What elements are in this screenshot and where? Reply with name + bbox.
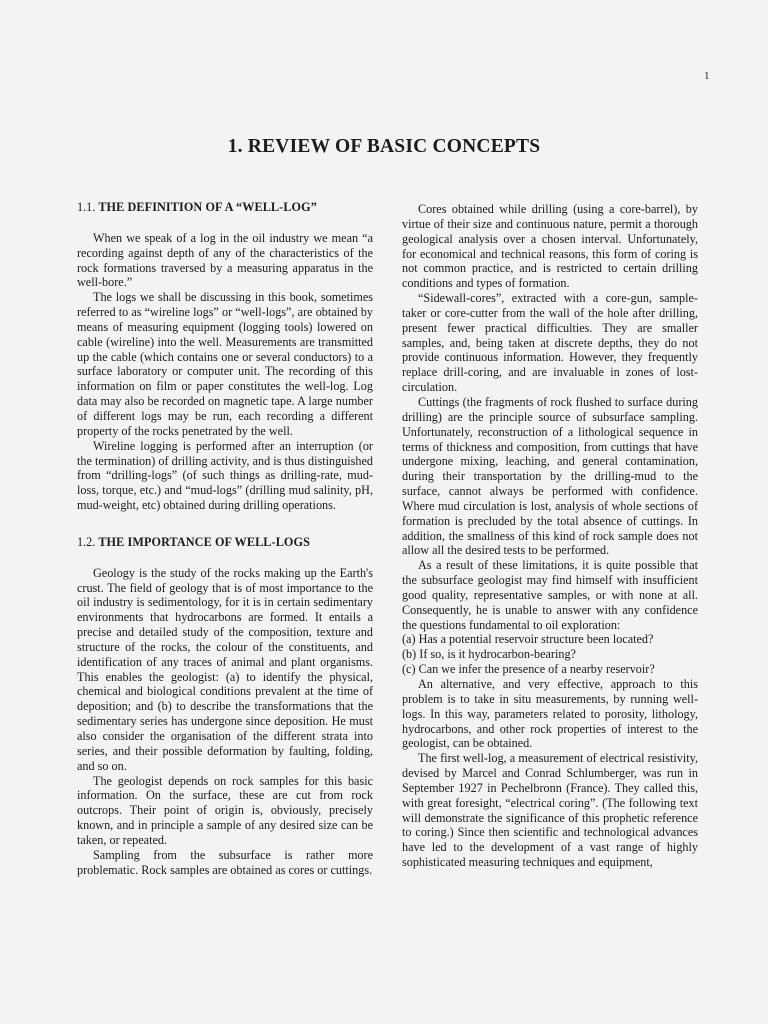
paragraph: The first well-log, a measurement of electrical resistivity, devised by Marcel and Conrad Schlumberger, was run in September 1927 in Pechelbronn (France). They called this, with great foresight, “electrical coring”. (The following text will demonstrate the significance of this prophetic reference to coring.) Since then scientific and technological advances have led to the development of a vast range of highly sophisticated measuring techniques and equipment, — [402, 751, 698, 870]
paragraph: Wireline logging is performed after an interruption (or the termination) of drilling activity, and is thus distinguished from “drilling-logs” (of such things as drilling-rate, mud-loss, torque, etc.) and “mud-logs” (drilling mud salinity, pH, mud-weight, etc) obtained during drilling operations. — [77, 438, 373, 513]
section-number: 1.2. — [77, 534, 96, 549]
section-number: 1.1. — [77, 200, 96, 214]
paragraph: Sampling from the subsurface is rather more problematic. Rock samples are obtained as cores or cuttings. — [77, 847, 373, 877]
paragraph: As a result of these limitations, it is quite possible that the subsurface geologist may find himself with insufficient good quality, representative samples, or with none at all. Consequently, he is unable to answer with any confidence the questions fundamental to oil exploration: — [402, 558, 698, 632]
paragraph: The geologist depends on rock samples for this basic information. On the surface, these are cut from rock outcrops. Their point of origin is, obviously, precisely known, and in principle a sample of any desired size can be taken, or repeated. — [77, 773, 373, 847]
page-number: 1 — [704, 70, 710, 82]
paragraph: An alternative, and very effective, approach to this problem is to take in situ measurements, by running well-logs. In this way, parameters related to porosity, lithology, hydrocarbons, and other rock properties of interest to the geologist, can be obtained. — [402, 677, 698, 751]
section-heading-importance — [77, 535, 373, 550]
paragraph: Geology is the study of the rocks making up the Earth's crust. The field of geology that is of most importance to the oil industry is sedimentology, for it is in certain sedimentary environments that hydrocarbons are formed. It entails a precise and detailed study of the composition, texture and structure of the rocks, the colour of the constituents, and identification of any traces of animal and plant organisms. This enables the geologist: (a) to identify the physical, chemical and biological conditions prevalent at the time of deposition; and (b) to describe the transformations that the sedimentary series has undergone since deposition. He must also consider the organisation of the different strata into series, and their possible deformation by faulting, folding, and so on. — [77, 565, 373, 773]
right-column — [402, 202, 698, 870]
question-item: (b) If so, is it hydrocarbon-bearing? — [402, 647, 576, 662]
paragraph: The logs we shall be discussing in this book, sometimes referred to as “wireline logs” or “well-logs”, are obtained by means of measuring equipment (logging tools) lowered on cable (wireline) into the well. Measurements are transmitted up the cable (which contains one or several conductors) to a surface laboratory or computer unit. The recording of this information on film or paper constitutes the well-log. Log data may also be recorded on magnetic tape. A large number of different logs may be run, each recording a different property of the rocks penetrated by the well. — [77, 290, 373, 438]
section-heading-definition — [77, 200, 373, 215]
paragraph: “Sidewall-cores”, extracted with a core-gun, sample-taker or core-cutter from the wall of the hole after drilling, present fewer practical difficulties. They are smaller samples, and, being taken at discrete depths, they do not provide continuous information. However, they frequently replace drill-coring, and are invaluable in zones of lost-circulation. — [402, 291, 698, 395]
section-title: THE DEFINITION OF A “WELL-LOG” — [98, 200, 317, 214]
question-item: (c) Can we infer the presence of a nearby reservoir? — [402, 662, 655, 677]
paragraph: Cores obtained while drilling (using a core-barrel), by virtue of their size and continuous nature, permit a thorough geological analysis over a chosen interval. Unfortunately, for economical and technical reasons, this form of coring is not common practice, and is restricted to certain drilling conditions and types of formation. — [402, 202, 698, 291]
paragraph: Cuttings (the fragments of rock flushed to surface during drilling) are the principle source of subsurface sampling. Unfortunately, reconstruction of a lithological sequence in terms of thickness and composition, from cuttings that have undergone mixing, leaching, and general contamination, during their transportation by the drilling-mud to the surface, cannot always be performed with confidence. Where mud circulation is lost, analysis of whole sections of formation is precluded by the total absence of cuttings. In addition, the smallness of this kind of rock sample does not allow all the desired tests to be performed. — [402, 394, 698, 558]
chapter-title: 1. REVIEW OF BASIC CONCEPTS — [227, 136, 541, 157]
question-item: (a) Has a potential reservoir structure been located? — [402, 632, 654, 647]
left-column — [77, 200, 373, 877]
paragraph: When we speak of a log in the oil industry we mean “a recording against depth of any of the characteristics of the rock formations traversed by a measuring apparatus in the well-bore.” — [77, 230, 373, 290]
section-title: THE IMPORTANCE OF WELL-LOGS — [98, 534, 310, 549]
